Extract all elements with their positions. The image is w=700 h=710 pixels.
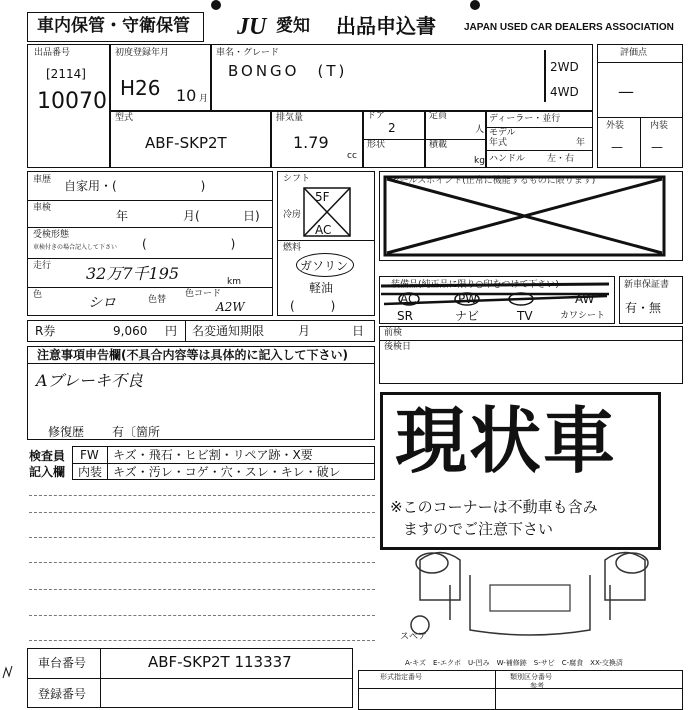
exterior-label: 外装	[606, 121, 625, 131]
model-year-unit: 年	[576, 138, 586, 148]
dealer-note-frame	[379, 326, 683, 384]
interior-label: 内装	[650, 121, 669, 131]
notes-entry: Aブレーキ不良	[36, 371, 143, 390]
damage-legend: A-キズ E-エクボ U-凹み W-補修跡 S-サビ C-腐食 XX-交換済	[405, 659, 623, 667]
writing-line	[29, 615, 375, 616]
doors-label: ドア	[367, 111, 385, 121]
shape-label: 形状	[367, 140, 386, 150]
lot-number: 10070	[37, 89, 107, 114]
vehicle-name: BONGO (T)	[228, 62, 348, 80]
side-form-label-2: 類別区分番号	[510, 673, 552, 681]
spare-label: スペア	[400, 632, 428, 642]
mileage-unit: km	[227, 277, 241, 287]
writing-line	[29, 562, 375, 563]
fuel-gasoline: ガソリン	[300, 259, 349, 273]
inspection-value: ( )	[142, 237, 236, 251]
model-value: ABF-SKP2T	[145, 134, 227, 152]
writing-line	[29, 589, 375, 590]
color-label: 色	[33, 290, 43, 300]
displacement-value: 1.79	[293, 133, 329, 152]
shaken-year-unit: 年	[116, 209, 129, 223]
first-reg-label: 初度登録年月	[115, 48, 170, 58]
color-code-value: A2W	[216, 300, 245, 314]
lot-sub-code: [2114]	[46, 67, 86, 81]
color-swap-label: 色替	[148, 295, 167, 305]
pre-inspection-label: 前検	[384, 328, 403, 338]
chassis-label: 車台番号	[38, 656, 87, 670]
body-type-label: 車歴	[33, 175, 52, 185]
first-reg-month: 10	[176, 86, 197, 105]
name-change-day: 日	[352, 324, 365, 338]
first-reg-month-unit: 月	[199, 94, 209, 104]
equip-navi: ナビ	[455, 309, 480, 323]
interior-value: —	[651, 140, 663, 154]
vehicle-name-label: 車名・グレード	[216, 48, 280, 58]
inspector-label-2: 記入欄	[29, 465, 66, 479]
load-label: 積載	[429, 140, 448, 150]
punch-hole	[470, 0, 480, 10]
shift-5f: 5F	[315, 190, 330, 204]
margin-mark	[2, 665, 14, 679]
inspector-row1: キズ・飛石・ヒビ割・リペア跡・X要	[113, 448, 313, 462]
storage-badge: 車内保管・守衛保管	[37, 16, 190, 36]
drive-2wd: 2WD	[550, 60, 579, 74]
equip-crossed-ac: AC	[400, 292, 417, 306]
shift-label: シフト	[283, 174, 311, 184]
writing-line	[29, 640, 375, 641]
doors-value: 2	[388, 121, 396, 135]
warranty-value: 有・無	[625, 301, 662, 315]
displacement-label: 排気量	[276, 113, 304, 123]
name-change-label: 名変通知期限	[192, 324, 265, 338]
dealer-label: ディーラー・並行	[489, 114, 561, 124]
ac-label: 冷房	[283, 210, 302, 220]
rating-label: 評価点	[620, 48, 648, 58]
inspector-label-1: 検査員	[29, 449, 66, 463]
handle-options: 左・右	[547, 154, 575, 164]
handle-label: ハンドル	[489, 154, 526, 164]
name-change-month: 月	[298, 324, 311, 338]
load-unit: kg	[474, 156, 485, 166]
equip-tv: TV	[517, 309, 533, 323]
mileage-label: 走行	[33, 261, 52, 271]
logo-mark: JU	[237, 14, 267, 40]
capacity-label: 定員	[429, 111, 448, 121]
as-is-stamp-note-2: ますのでご注意下さい	[403, 520, 554, 538]
registration-label: 登録番号	[38, 687, 87, 701]
equip-crossed-pw: PW	[458, 292, 478, 306]
shaken-month-unit: 月(	[183, 209, 200, 223]
sales-point-label: セールスポイント(正常に機能するものに限ります)	[391, 176, 596, 186]
lot-label: 出品番号	[34, 48, 71, 58]
as-is-stamp-note-1: ※このコーナーは不動車も含み	[390, 498, 598, 516]
shaken-label: 車検	[33, 203, 52, 213]
r-ticket-amount: 9,060	[113, 324, 148, 338]
body-type-value: 自家用・( )	[64, 179, 206, 193]
shift-ac: AC	[315, 223, 332, 237]
r-ticket-unit: 円	[165, 324, 178, 338]
punch-hole	[211, 0, 221, 10]
equip-crossed-aw: AW	[575, 292, 595, 306]
rating-value: —	[618, 82, 634, 101]
mileage-value: 32万7千195	[86, 264, 180, 283]
side-form-label-3: 参考	[530, 682, 544, 690]
inspector-row1-code: FW	[80, 448, 99, 462]
after-inspection-label: 後検日	[384, 342, 412, 352]
writing-line	[29, 495, 375, 496]
model-year-label-2: 年式	[489, 138, 508, 148]
inspection-note: 車検付きの場合記入して下さい	[33, 244, 118, 251]
fuel-label: 燃料	[283, 243, 302, 253]
writing-line	[29, 512, 375, 513]
shaken-day-unit: 日)	[243, 209, 260, 223]
repair-history-value: 有〔箇所	[112, 425, 161, 439]
capacity-unit: 人	[475, 125, 485, 135]
chassis-value: ABF-SKP2T 113337	[148, 653, 292, 671]
equip-kawa-seat: カワシート	[560, 311, 606, 321]
logo-region: 愛知	[276, 16, 310, 36]
side-form-label-1: 形式指定番号	[380, 673, 422, 681]
inspection-label: 受検形態	[33, 230, 70, 240]
model-year-label: モデル	[489, 128, 516, 138]
fuel-other: ( )	[290, 299, 336, 313]
shift-cross-mark	[304, 188, 350, 236]
r-ticket-label: R券	[35, 324, 56, 338]
fuel-selected-circle	[296, 253, 354, 277]
inspector-row2: キズ・汚レ・コゲ・穴・スレ・キレ・破レ	[113, 465, 341, 479]
notes-label: 注意事項申告欄(不具合内容等は具体的に記入して下さい)	[37, 348, 348, 362]
color-code-label: 色コード	[185, 289, 222, 299]
form-title: 出品申込書	[336, 14, 436, 38]
equip-sr: SR	[397, 309, 413, 323]
as-is-stamp-text: 現状車	[395, 399, 618, 483]
repair-history-label: 修復歴	[48, 425, 85, 439]
displacement-unit: cc	[347, 151, 357, 161]
color-value: シロ	[88, 295, 116, 311]
writing-line	[29, 537, 375, 538]
warranty-label: 新車保証書	[624, 280, 670, 290]
sales-point-cross-mark	[383, 175, 666, 257]
inspector-row2-code: 内装	[78, 465, 103, 479]
fuel-diesel: 軽油	[309, 281, 334, 295]
exterior-value: —	[611, 140, 623, 154]
first-reg-year: H26	[120, 76, 161, 100]
model-label: 型式	[115, 113, 134, 123]
drive-4wd: 4WD	[550, 85, 579, 99]
association-name: JAPAN USED CAR DEALERS ASSOCIATION	[464, 22, 674, 33]
